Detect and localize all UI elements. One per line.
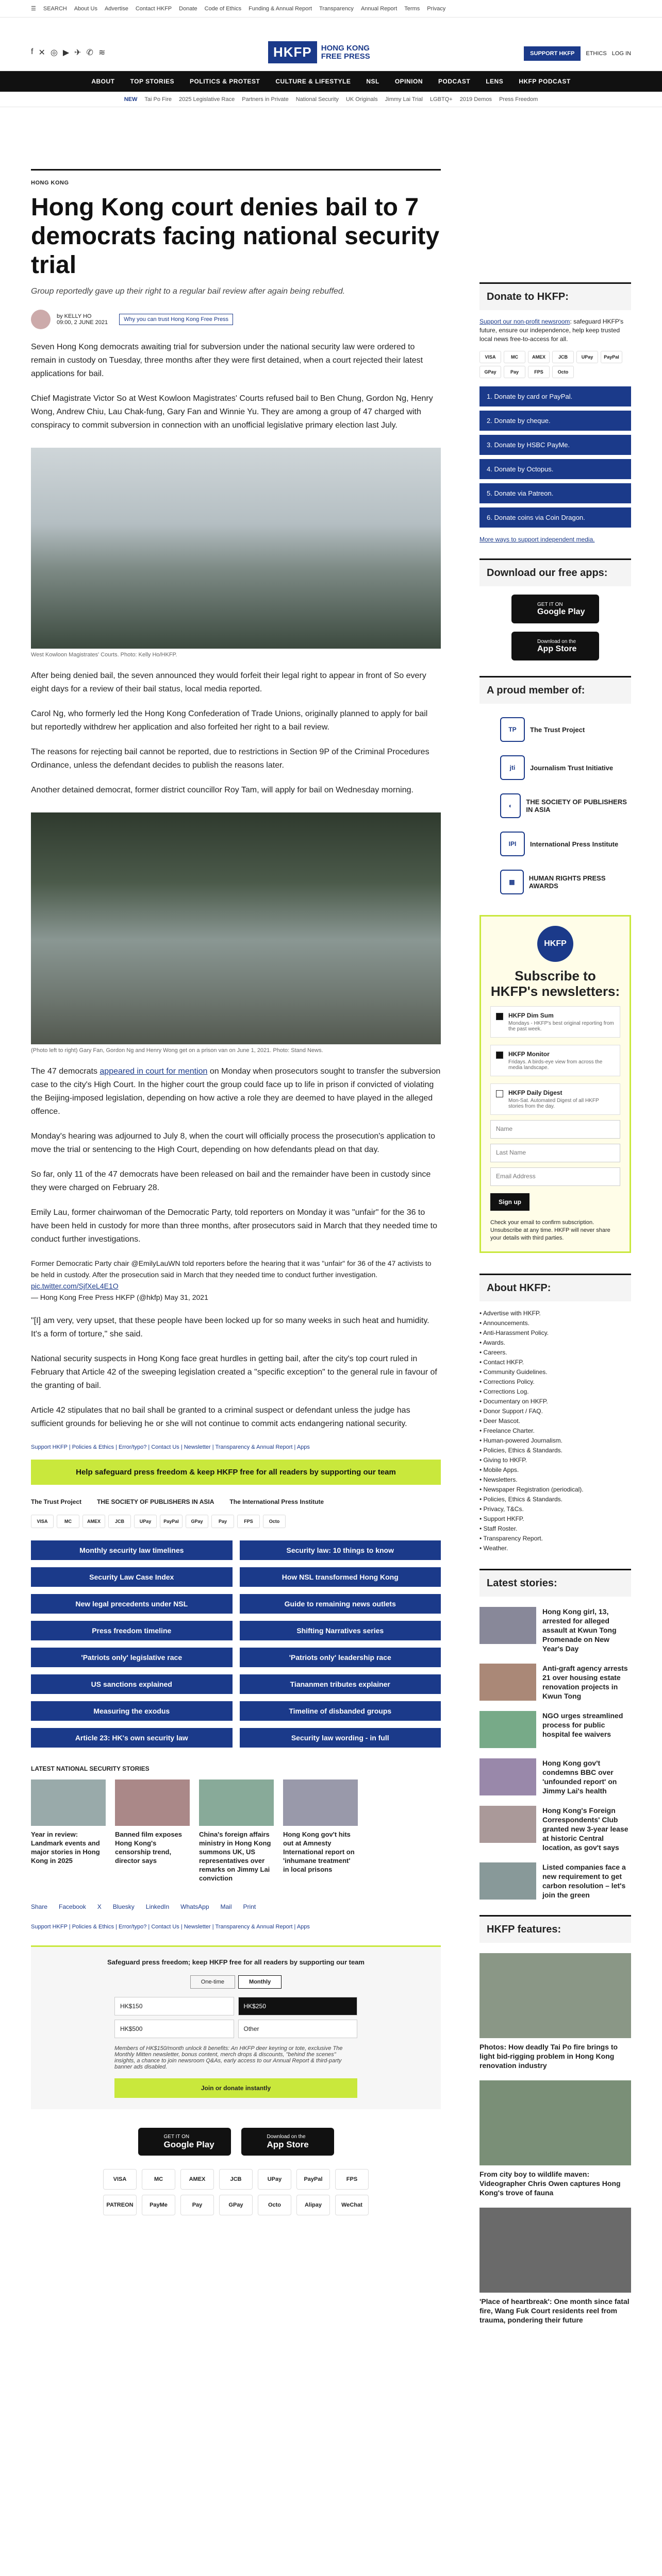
trust-project-logo[interactable]: The Trust Project [31,1498,82,1505]
feature-thumbnail[interactable] [479,2208,631,2293]
story-thumbnail[interactable] [479,1711,536,1748]
explainer-button[interactable]: New legal precedents under NSL [31,1594,233,1614]
paragraph: Carol Ng, who formerly led the Hong Kong Confederation of Trade Unions, originally planned to apply for bail but reportedly withdrew her application and also forfeited her right to a bail review. [31,709,428,732]
paragraph: Another detained democrat, former district councillor Roy Tam, will apply for bail on Wednesday morning. [31,786,413,794]
main-nav [0,71,662,92]
trust-badge[interactable]: Why you can trust Hong Kong Free Press [119,314,233,325]
google-play-button[interactable]: GET IT ON Google Play [138,2128,231,2156]
story-card[interactable]: Hong Kong gov't hits out at Amnesty International report on 'inhumane treatment' in local prisons [283,1780,358,1883]
jti-icon: jti [500,755,525,780]
about-link[interactable]: • Newsletters. [479,1475,631,1485]
checkbox[interactable] [496,1052,503,1059]
paragraph: So far, only 11 of the 47 democrats have been released on bail and the remainder have been in custody since they were charged on February 28. [31,1170,431,1192]
about-link[interactable]: • Staff Roster. [479,1524,631,1534]
prison-van-photo[interactable] [31,812,441,1044]
amount-option[interactable]: HK$250 [238,1997,358,2015]
share-x[interactable]: X [97,1903,102,1910]
member-logo[interactable]: ▦ HUMAN RIGHTS PRESS AWARDS [479,870,631,894]
applepay-icon: Pay [180,2195,214,2215]
utility-link[interactable]: Code of Ethics [204,5,242,12]
nav-item[interactable]: NSL [366,78,379,85]
sidebar-payment-icons [479,351,631,378]
court-photo[interactable] [31,448,441,649]
share-facebook[interactable]: Facebook [59,1903,86,1910]
newsletter-option[interactable]: HKFP Dim Sum Mondays - HKFP's best original reporting from the past week. [490,1006,620,1038]
about-link[interactable]: • Transparency Report. [479,1534,631,1544]
story-card[interactable]: Banned film exposes Hong Kong's censorship trend, director says [115,1780,190,1883]
latest-nsl-stories [31,1780,441,1883]
unionpay-icon: UPay [576,351,598,363]
amount-option[interactable]: HK$150 [114,1997,234,2015]
rss-icon[interactable]: ≋ [98,48,106,57]
utility-link[interactable]: About Us [74,5,97,12]
about-link[interactable]: • Donor Support / FAQ. [479,1406,631,1416]
article-title: Hong Kong court denies bail to 7 democrats facing national security trial [31,194,440,279]
donate-option[interactable]: 3. Donate by HSBC PayMe. [479,435,631,455]
explainer-button[interactable]: Measuring the exodus [31,1701,233,1721]
trending-item[interactable]: UK Originals [345,96,378,103]
trending-item[interactable]: 2019 Demos [459,96,492,103]
amount-options [42,1997,429,2038]
trending-item[interactable]: Jimmy Lai Trial [385,96,423,103]
amex-icon: AMEX [528,351,550,363]
paragraph: The 47 democrats appeared in court for mention on Monday when prosecutors sought to transfer the subversion case to the city's High Court. In the higher court the group could face up to life in prison if convicted of violating the Beijing-imposed legislation, depending on how active a role they are deemed to have played in the alleged offence. [31,1067,441,1116]
googlepay-icon: GPay [186,1515,208,1528]
story-item[interactable]: NGO urges streamlined process for public hospital fee waivers [479,1711,631,1748]
header-actions [524,46,631,61]
footer-links[interactable]: Support HKFP | Policies & Ethics | Error/typo? | Contact Us | Newsletter | Transparency & Annual Report | Apps [31,1444,310,1450]
trending-bar [0,92,662,107]
hkfp-badge: HKFP [537,926,573,962]
sopa-icon: ◐ [500,793,521,818]
feature-item[interactable]: From city boy to wildlife maven: Videographer Chris Owen captures Hong Kong's trove of fauna [479,2080,631,2197]
utility-link[interactable]: Privacy [427,5,446,12]
donate-option[interactable]: 4. Donate by Octopus. [479,459,631,479]
about-link[interactable]: • Corrections Log. [479,1387,631,1397]
share-mail[interactable]: Mail [220,1903,232,1910]
explainer-button[interactable]: Guide to remaining news outlets [240,1594,441,1614]
ipi-logo[interactable]: The International Press Institute [229,1498,324,1505]
about-link[interactable]: • Human-powered Journalism. [479,1436,631,1446]
article [31,107,441,2215]
search-link[interactable]: SEARCH [43,5,67,12]
paragraph: Chief Magistrate Victor So at West Kowloon Magistrates' Courts refused bail to Ben Chung, Gordon Ng, Henry Wong, Andrew Chiu, Lau Chak-fung, Gary Fan and Winnie Yu. They are among a group of 47 charged with conspiracy to commit subversion in connection with an unofficial legislative primary election last July. [31,394,433,430]
utility-link[interactable]: Funding & Annual Report [249,5,312,12]
patreon-icon: PATREON [103,2195,137,2215]
octopus-icon: Octo [552,366,574,378]
ethics-link[interactable]: ETHICS [586,50,607,57]
tweet-source[interactable]: — Hong Kong Free Press HKFP (@hkfp) May 31, 2021 [31,1293,208,1301]
apps-heading: Download our free apps: [479,558,631,586]
frequency-toggle [42,1975,429,1989]
figure [31,812,441,1054]
member-heading: A proud member of: [479,676,631,704]
feature-thumbnail[interactable] [479,2080,631,2165]
nav-item[interactable]: LENS [486,78,504,85]
newsletter-heading: Subscribe to HKFP's newsletters: [490,968,620,999]
checkbox[interactable] [496,1013,503,1020]
byline [31,310,441,329]
about-link[interactable]: • Corrections Policy. [479,1377,631,1387]
about-link[interactable]: • Weather. [479,1544,631,1553]
support-hkfp-button[interactable]: SUPPORT HKFP [524,46,581,61]
amex-icon: AMEX [180,2169,214,2190]
trending-item[interactable]: Partners in Private [242,96,289,103]
story-card[interactable]: Year in review: Landmark events and major stories in Hong Kong in 2025 [31,1780,106,1883]
newsletter-option[interactable]: HKFP Monitor Fridays. A birds-eye view from across the media landscape. [490,1045,620,1076]
payme-icon: PayMe [142,2195,175,2215]
feature-item[interactable]: Photos: How deadly Tai Po fire brings to light bid-rigging problem in Hong Kong renovation industry [479,1953,631,2070]
trending-item[interactable]: 2025 Legislative Race [178,96,235,103]
paragraph: "[I] am very, very upset, that these people have been locked up for so many weeks in such heat and humidity. It's a form of torture," she said. [31,1316,429,1338]
article-body [31,341,441,1431]
wechat-icon: WeChat [335,2195,369,2215]
payment-methods-large [31,2169,441,2215]
about-link[interactable]: • Announcements. [479,1318,631,1328]
sopa-logo[interactable]: THE SOCIETY OF PUBLISHERS IN ASIA [97,1498,214,1505]
logo-line2: FREE PRESS [321,52,370,61]
utility-link[interactable]: Transparency [319,5,354,12]
instagram-icon[interactable]: ◎ [50,48,58,57]
explainer-button[interactable]: Timeline of disbanded groups [240,1701,441,1721]
last-name-input[interactable]: Last Name [490,1144,620,1162]
story-thumbnail[interactable] [283,1780,358,1826]
jcb-icon: JCB [219,2169,253,2190]
paragraph: The reasons for rejecting bail cannot be reported, due to restrictions in Section 9P of the Criminal Procedures Ordinance, unless the defendant decides to publish the reasons later. [31,748,429,770]
story-thumbnail[interactable] [479,1664,536,1701]
nav-item[interactable]: PODCAST [438,78,471,85]
google-play-button[interactable]: GET IT ON Google Play [511,595,599,623]
paragraph: Article 42 stipulates that no bail shall be granted to a criminal suspect or defendant unless the judge has sufficient grounds for believing he or she will not continue to commit acts endangering national security. [31,1406,410,1428]
features-heading: HKFP features: [479,1915,631,1943]
about-link[interactable]: • Contact HKFP. [479,1358,631,1367]
story-thumbnail[interactable] [479,1758,536,1795]
explainer-button[interactable]: US sanctions explained [31,1674,233,1694]
publish-date: 09:00, 2 JUNE 2021 [57,319,108,326]
explainer-button[interactable]: How NSL transformed Hong Kong [240,1567,441,1587]
author-name[interactable]: by KELLY HO [57,313,92,319]
explainer-button[interactable]: Tiananmen tributes explainer [240,1674,441,1694]
mastercard-icon: MC [57,1515,79,1528]
amount-option[interactable]: Other [238,2020,358,2038]
googlepay-icon: GPay [479,366,501,378]
story-item[interactable]: Hong Kong's Foreign Correspondents' Club granted new 3-year lease at historic Central location, as gov't says [479,1806,631,1852]
octopus-icon: Octo [263,1515,286,1528]
utility-link[interactable]: Donate [179,5,197,12]
nav-item[interactable]: OPINION [394,78,423,85]
story-item[interactable]: Hong Kong gov't condemns BBC over 'unfounded report' on Jimmy Lai's health [479,1758,631,1795]
more-ways-link[interactable]: More ways to support independent media. [479,536,595,543]
whatsapp-icon[interactable]: ✆ [86,48,93,57]
paragraph: Emily Lau, former chairwoman of the Democratic Party, told reporters on Monday it was "unfair" for the 36 to have been held in custody for more than three months, after prosecutors said in March that they needed time to conduct further investigations. [31,1208,437,1244]
trending-item[interactable]: Press Freedom [499,96,538,103]
newsletter-signup [479,915,631,1253]
explainer-button[interactable]: Security law wording - in full [240,1728,441,1748]
article-deck: Group reportedly gave up their right to a regular bail review after again being rebuffed. [31,287,345,296]
applepay-icon: Pay [211,1515,234,1528]
unionpay-icon: UPay [134,1515,157,1528]
donate-text: Support our non-profit newsroom: safeguard HKFP's future, ensure our independence, help keep trusted local news free-to-access for all. [479,318,624,343]
paragraph: After being denied bail, the seven announced they would forfeit their legal right to appear in front of So every eight days for a review of their bail status, local media reported. [31,671,426,693]
about-list [479,1309,631,1553]
latest-heading: Latest stories: [479,1569,631,1597]
paragraph: Monday's hearing was adjourned to July 8, when the court will officially process the prosecution's application to move the trial or sentencing to the High Court, depending on how defendants plead on that day. [31,1132,436,1154]
mastercard-icon: MC [142,2169,175,2190]
about-link[interactable]: • Awards. [479,1338,631,1348]
latest-nsl-heading: LATEST NATIONAL SECURITY STORIES [31,1765,150,1772]
about-link[interactable]: • Mobile Apps. [479,1465,631,1475]
about-link[interactable]: • Giving to HKFP. [479,1455,631,1465]
sidebar [479,282,631,2325]
member-logo[interactable]: TP The Trust Project [479,717,631,742]
about-link[interactable]: • Community Guidelines. [479,1367,631,1377]
about-link[interactable]: • Privacy, T&Cs. [479,1504,631,1514]
donation-heading: Safeguard press freedom; keep HKFP free for all readers by supporting our team [107,1958,365,1966]
youtube-icon[interactable]: ▶ [62,48,70,57]
about-link[interactable]: • Documentary on HKFP. [479,1397,631,1406]
explainer-button[interactable]: Monthly security law timelines [31,1540,233,1560]
member-logo[interactable]: IPI International Press Institute [479,832,631,856]
social-icons [31,47,105,58]
site-header [0,18,662,71]
search-icon[interactable]: ☰ [31,6,36,12]
site-logo[interactable]: HKFP HONG KONG FREE PRESS [268,41,370,63]
utility-bar [0,0,662,18]
fps-icon: FPS [237,1515,260,1528]
about-link[interactable]: • Anti-Harassment Policy. [479,1328,631,1338]
payment-methods [31,1515,441,1528]
name-input[interactable]: Name [490,1120,620,1139]
story-card[interactable]: China's foreign affairs ministry in Hong Kong summons UK, US representatives over remarks on Jimmy Lai conviction [199,1780,274,1883]
trust-project-icon: TP [500,717,525,742]
story-thumbnail[interactable] [31,1780,106,1826]
member-logo[interactable]: ◐ THE SOCIETY OF PUBLISHERS IN ASIA [479,793,631,818]
explainer-buttons [31,1540,441,1748]
logo-line1: HONG KONG [321,43,370,53]
one-time-option[interactable]: One-time [190,1975,235,1989]
share-print[interactable]: Print [243,1903,256,1910]
nav-item[interactable]: CULTURE & LIFESTYLE [275,78,351,85]
partner-logos [31,1498,441,1505]
about-link[interactable]: • Careers. [479,1348,631,1358]
share-whatsapp[interactable]: WhatsApp [180,1903,209,1910]
utility-link[interactable]: Advertise [104,5,128,12]
email-input[interactable]: Email Address [490,1167,620,1186]
utility-link[interactable]: Annual Report [360,5,398,12]
category-kicker[interactable]: HONG KONG [31,180,69,186]
paragraph: National security suspects in Hong Kong face great hurdles in getting bail, after the city's top court ruled in February that Article 42 of the sweeping legislation created a "specific exception" to the general rule in favour of the granting of bail. [31,1354,437,1390]
jcb-icon: JCB [552,351,574,363]
donate-option[interactable]: 2. Donate by cheque. [479,411,631,431]
octopus-icon: Octo [258,2195,291,2215]
story-item[interactable]: Hong Kong girl, 13, arrested for alleged assault at Kwun Tong Promenade on New Year's Day [479,1607,631,1653]
trending-item[interactable]: National Security [295,96,339,103]
nav-item[interactable]: TOP STORIES [130,78,175,85]
about-link[interactable]: • Advertise with HKFP. [479,1309,631,1318]
amex-icon: AMEX [82,1515,105,1528]
googlepay-icon: GPay [219,2195,253,2215]
x-icon[interactable]: ✕ [38,48,45,57]
paypal-icon: PayPal [296,2169,330,2190]
paragraph: Seven Hong Kong democrats awaiting trial for subversion under the national security law were ordered to remain in custody on Tuesday, three months after they were first detained, when a court rejected their latest applications for bail. [31,343,423,378]
fps-icon: FPS [335,2169,369,2190]
share-bar [31,1903,441,1910]
fps-icon: FPS [528,366,550,378]
figure [31,448,441,658]
story-thumbnail[interactable] [199,1780,274,1826]
explainer-button[interactable]: Security law: 10 things to know [240,1540,441,1560]
visa-icon: VISA [479,351,501,363]
about-heading: About HKFP: [479,1274,631,1301]
signup-note: Check your email to confirm subscription. Unsubscribe at any time. HKFP will never share your details with third parties. [490,1219,610,1241]
nav-item[interactable]: HKFP PODCAST [519,78,571,85]
caption: West Kowloon Magistrates' Courts. Photo: Kelly Ho/HKFP. [31,652,177,658]
divider [31,169,441,171]
donate-heading: Donate to HKFP: [479,282,631,310]
new-badge: NEW [124,96,138,103]
login-link[interactable]: LOG IN [611,50,631,57]
share-linkedin[interactable]: LinkedIn [145,1903,170,1910]
join-donate-button[interactable]: Join or donate instantly [114,2078,357,2098]
alipay-icon: Alipay [296,2195,330,2215]
about-link[interactable]: • Freelance Charter. [479,1426,631,1436]
utility-link[interactable]: Terms [404,5,420,12]
about-link[interactable]: • Policies, Ethics & Standards. [479,1446,631,1455]
feature-item[interactable]: 'Place of heartbreak': One month since fatal fire, Wang Fuk Court residents reel from trauma, pondering their future [479,2208,631,2325]
telegram-icon[interactable]: ✈ [74,48,81,57]
donate-option[interactable]: 5. Donate via Patreon. [479,483,631,503]
share-label: Share [31,1903,48,1910]
author-avatar [31,310,51,329]
donate-option[interactable]: 6. Donate coins via Coin Dragon. [479,507,631,528]
member-logo[interactable]: jti Journalism Trust Initiative [479,755,631,780]
nav-item[interactable]: POLITICS & PROTEST [190,78,260,85]
visa-icon: VISA [103,2169,137,2190]
explainer-button[interactable]: Shifting Narratives series [240,1621,441,1640]
utility-link[interactable]: Contact HKFP [135,5,172,12]
story-thumbnail[interactable] [479,1607,536,1644]
explainer-button[interactable]: 'Patriots only' legislative race [31,1648,233,1667]
monthly-option[interactable]: Monthly [238,1975,282,1989]
app-store-buttons [31,2128,441,2156]
story-thumbnail[interactable] [479,1862,536,1900]
facebook-icon[interactable]: f [31,47,34,56]
support-banner[interactable]: Help safeguard press freedom & keep HKFP free for all readers by supporting our team [31,1460,441,1485]
embedded-tweet: Former Democratic Party chair @EmilyLauWN told reporters before the hearing that it was "unfair" for 36 of the 47 activists to be held in custody. After the prosecution said in March that they needed time to conduct further investigation. pic.twitter.com/SjfXeL4E1O — Hong Kong Free Press HKFP (@hkfp) May 31, 2021 [31,1258,441,1303]
share-bluesky[interactable]: Bluesky [112,1903,135,1910]
about-link[interactable]: • Policies, Ethics & Standards. [479,1495,631,1504]
trending-item[interactable]: LGBTQ+ [429,96,453,103]
membership-note: Members of HK$150/month unlock 8 benefits: An HKFP deer keyring or tote, exclusive The Monthly Mitten newsletter, bonus content, merch drops & discounts, "behind the scenes" insights, a chance to join newsroom Q&As, early access to our Annual Report & third-party banner ads disabled. [114,2045,343,2070]
tweet-link[interactable]: pic.twitter.com/SjfXeL4E1O [31,1282,119,1290]
donation-widget [31,1945,441,2109]
explainer-button[interactable]: Press freedom timeline [31,1621,233,1640]
ipi-icon: IPI [500,832,525,856]
nav-item[interactable]: ABOUT [91,78,115,85]
story-thumbnail[interactable] [115,1780,190,1826]
explainer-button[interactable]: Security Law Case Index [31,1567,233,1587]
about-link[interactable]: • Newspaper Registration (periodical). [479,1485,631,1495]
explainer-button[interactable]: Article 23: HK's own security law [31,1728,233,1748]
app-store-button[interactable]: Download on the App Store [511,632,599,660]
utility-links [74,6,446,12]
checkbox[interactable] [496,1090,503,1097]
donate-option[interactable]: 1. Donate by card or PayPal. [479,386,631,406]
inline-link[interactable]: appeared in court for mention [100,1067,208,1076]
app-store-button[interactable]: Download on the App Store [241,2128,334,2156]
footer-links[interactable]: Support HKFP | Policies & Ethics | Error/typo? | Contact Us | Newsletter | Transparency & Annual Report | Apps [31,1924,310,1930]
paypal-icon: PayPal [160,1515,183,1528]
about-section [479,1274,631,1553]
about-link[interactable]: • Deer Mascot. [479,1416,631,1426]
donate-options [479,386,631,528]
paypal-icon: PayPal [601,351,622,363]
mastercard-icon: MC [504,351,525,363]
visa-icon: VISA [31,1515,54,1528]
about-link[interactable]: • Support HKFP. [479,1514,631,1524]
story-item[interactable]: Listed companies face a new requirement to get carbon resolution – let's join the green [479,1862,631,1900]
signup-button[interactable]: Sign up [490,1193,529,1211]
trending-item[interactable]: Tai Po Fire [144,96,172,103]
applepay-icon: Pay [504,366,525,378]
unionpay-icon: UPay [258,2169,291,2190]
caption: (Photo left to right) Gary Fan, Gordon Ng and Henry Wong get on a prison van on June 1, 2021. Photo: Stand News. [31,1047,323,1054]
hrpa-icon: ▦ [500,870,524,894]
explainer-button[interactable]: 'Patriots only' leadership race [240,1648,441,1667]
amount-option[interactable]: HK$500 [114,2020,234,2038]
feature-thumbnail[interactable] [479,1953,631,2038]
story-item[interactable]: Anti-graft agency arrests 21 over housing estate renovation projects in Kwun Tong [479,1664,631,1701]
newsletter-option[interactable]: HKFP Daily Digest Mon-Sat. Automated Digest of all HKFP stories from the day. [490,1083,620,1115]
jcb-icon: JCB [108,1515,131,1528]
story-thumbnail[interactable] [479,1806,536,1843]
